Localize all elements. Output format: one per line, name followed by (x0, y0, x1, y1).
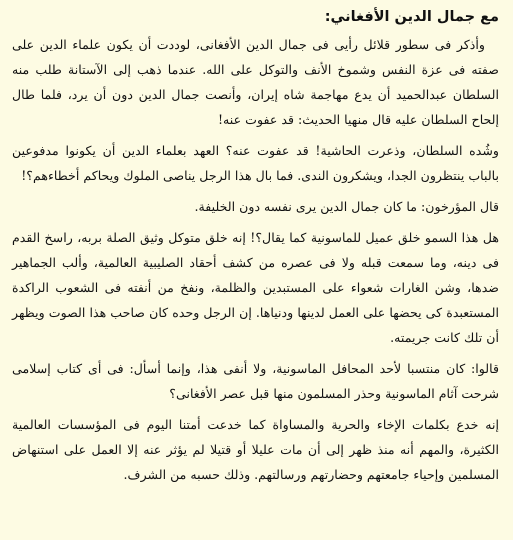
paragraph-6: إنه خدع بكلمات الإخاء والحرية والمساواة كما خدعت أمتنا اليوم فى المؤسسات العالمية الكثيرة، والمهم أنه منذ ظهر إلى أن مات عليلا أو قتيلا لم يؤثر عنه إلا العمل على استنهاض المسلمين وإحياء جامعتهم وحضارتهم ورسالتهم. وذلك حسبه من الشرف. (12, 417, 499, 482)
paragraph-2: وشُده السلطان، وذعرت الحاشية! قد عفوت عنه؟ العهد بعلماء الدين أن يكونوا مدفوعين بالباب ينتظرون الجدا، ويشكرون الندى. فما بال هذا الرجل يناصى الملوك ويحاكم أخطاءهم؟! (12, 143, 499, 183)
paragraph-5: قالوا: كان منتسبا لأحد المحافل الماسونية، ولا أنفى هذا، وإنما أسأل: فى أى كتاب إسلامى شرحت آثام الماسونية وحذر المسلمون منها قبل عصر الأفغانى؟ (12, 361, 499, 401)
section-heading: مع جمال الدين الأفغاني: (324, 9, 499, 25)
paragraph-4: هل هذا السمو خلق عميل للماسونية كما يقال؟! إنه خلق متوكل وثيق الصلة بربه، راسخ القدم فى دينه، وما سمعت قبله ولا فى عصره من كشف أحقاد الصليبية العالمية، وألب الجماهير ضدها، وشن الغارات شعواء على المستبدين والظلمة، ونفخ من أنفته فى الشعوب الراكدة المستعبدة كى يحضها على العمل لدينها ودنياها. إن الرجل وحده كان صاحب هذا الصوت ويظهر أن تلك كانت جريمته. (12, 230, 499, 345)
paragraph-1: وأذكر فى سطور قلائل رأيى فى جمال الدين الأفغانى، لوددت أن يكون علماء الدين على صفته فى عزة النفس وشموخ الأنف والتوكل على الله. عندما ذهب إلى الآستانة طلب منه السلطان عبدالحميد أن يدع مهاجمة شاه إيران، وأنصت جمال الدين دون أن يرد، فلما طال إلحاح السلطان عليه قال منهيا الحديث: قد عفوت عنه! (12, 37, 499, 127)
paragraph-3: قال المؤرخون: ما كان جمال الدين يرى نفسه دون الخليفة. (194, 199, 499, 214)
